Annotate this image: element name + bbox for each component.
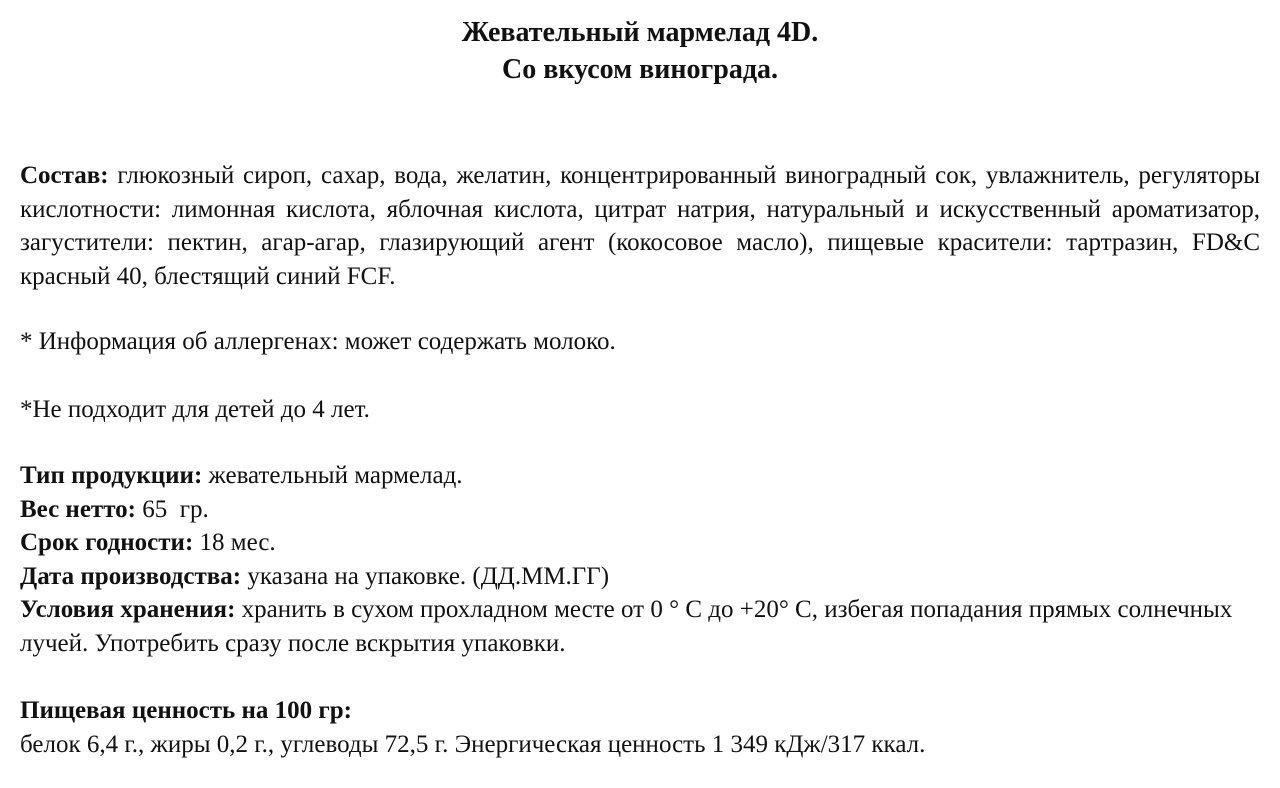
detail-shelf-life xyxy=(20,526,1260,560)
title-line-2: Со вкусом винограда. xyxy=(501,54,779,85)
detail-production-date xyxy=(20,560,1260,594)
product-title xyxy=(0,14,1280,88)
composition-paragraph xyxy=(20,159,1260,293)
detail-label: Дата производства: xyxy=(20,562,242,590)
nutrition-text: белок 6,4 г., жиры 0,2 г., углеводы 72,5 г. Энергическая ценность 1 349 кДж/317 ккал. xyxy=(20,730,926,758)
nutrition-section xyxy=(20,694,1260,761)
detail-label: Условия хранения: xyxy=(20,596,236,623)
product-details xyxy=(20,459,1260,660)
detail-value: 18 мес. xyxy=(199,529,276,556)
detail-type xyxy=(20,459,1260,493)
allergen-note: * Информация об аллергенах: может содержать молоко. xyxy=(20,328,616,355)
detail-label: Вес нетто: xyxy=(20,495,136,523)
title-line-1: Жевательный мармелад 4D. xyxy=(461,17,819,48)
detail-weight xyxy=(20,493,1260,527)
detail-value: 65 гр. xyxy=(142,495,209,523)
detail-value: указана на упаковке. (ДД.ММ.ГГ) xyxy=(247,562,610,590)
age-note: *Не подходит для детей до 4 лет. xyxy=(20,396,370,423)
composition-label: Состав: xyxy=(20,162,109,189)
detail-value: жевательный мармелад. xyxy=(208,462,463,489)
detail-value: хранить в сухом прохладном месте от 0 ° С до +20° C, избегая попадания прямых солнечных лучей. Употребить сразу после вскрытия упаковки. xyxy=(20,596,1233,657)
detail-storage xyxy=(20,593,1260,660)
detail-label: Тип продукции: xyxy=(20,462,203,489)
nutrition-label: Пищевая ценность на 100 гр: xyxy=(20,697,352,724)
detail-label: Срок годности: xyxy=(20,529,194,556)
composition-text: глюкозный сироп, сахар, вода, желатин, концентрированный виноградный сок, увлажнитель, регуляторы кислотности: лимонная кислота, яблочная кислота, цитрат натрия, натуральный и искусственный ароматизатор, загустители: пектин, агар-агар, глазирующий агент (кокосовое масло), пищевые красители: тартразин, FD&C красный 40, блестящий синий FCF. xyxy=(20,162,1261,290)
